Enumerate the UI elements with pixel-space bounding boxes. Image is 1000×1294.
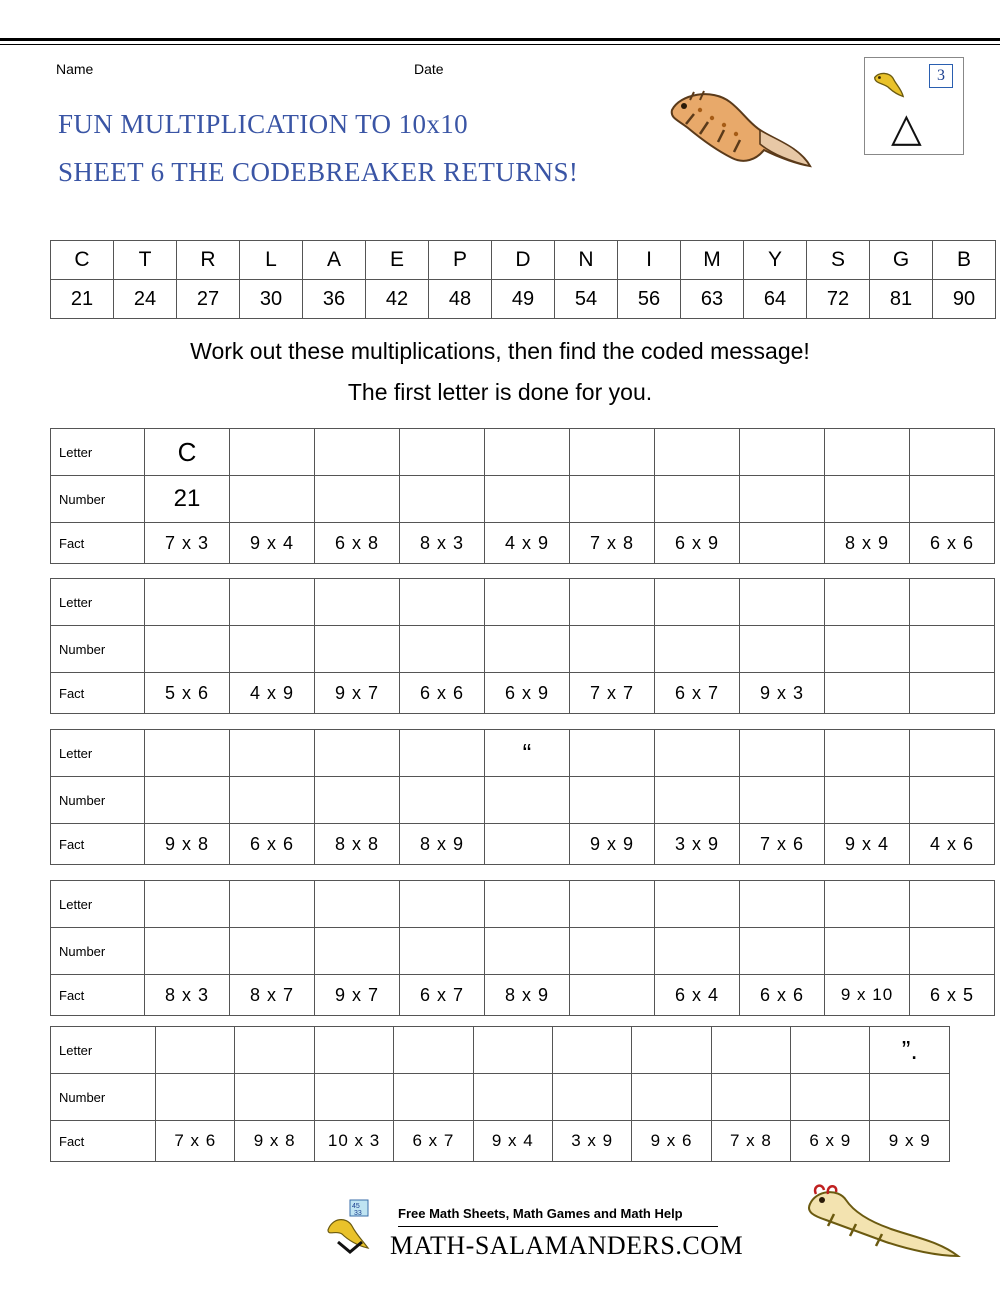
letter-input-cell[interactable] [825,429,910,476]
svg-text:45: 45 [352,1203,360,1210]
fact-cell: 9 x 4 [825,824,910,865]
fact-cell: 6 x 6 [910,523,995,564]
row-label-number: Number [51,928,145,975]
number-input-cell[interactable] [230,928,315,975]
number-input-cell[interactable]: 21 [145,476,230,523]
key-number-cell: 27 [177,280,240,319]
letter-row [51,881,995,928]
number-input-cell[interactable] [315,928,400,975]
key-letter-cell: B [933,241,996,280]
key-letter-cell: L [240,241,303,280]
date-label: Date [414,61,444,77]
number-row [51,777,995,824]
key-letter-cell: M [681,241,744,280]
fact-cell: 4 x 9 [485,523,570,564]
key-number-cell: 30 [240,280,303,319]
number-input-cell[interactable] [655,626,740,673]
number-input-cell[interactable] [230,626,315,673]
puzzle-row-3 [50,729,995,865]
row-label-fact: Fact [51,523,145,564]
fact-cell: 6 x 8 [315,523,400,564]
number-input-cell[interactable] [145,777,230,824]
fact-cell: 9 x 10 [825,975,910,1016]
key-letter-cell: I [618,241,681,280]
fact-cell: 8 x 9 [400,824,485,865]
fact-cell: 5 x 6 [145,673,230,714]
number-input-cell[interactable] [485,777,570,824]
number-input-cell[interactable] [632,1074,711,1121]
fact-cell [485,824,570,865]
number-input-cell[interactable] [655,777,740,824]
fact-cell: 9 x 6 [632,1121,711,1162]
fact-cell: 6 x 4 [655,975,740,1016]
letter-input-cell[interactable] [400,730,485,777]
key-numbers-row [51,280,996,319]
key-letter-cell: R [177,241,240,280]
letter-input-cell[interactable] [910,881,995,928]
row-label-letter: Letter [51,881,145,928]
letter-row [51,429,995,476]
number-input-cell[interactable] [825,626,910,673]
fact-cell: 4 x 9 [230,673,315,714]
number-input-cell[interactable] [825,777,910,824]
letter-input-cell[interactable] [910,730,995,777]
fact-cell: 3 x 9 [552,1121,631,1162]
number-input-cell[interactable] [825,928,910,975]
fact-cell: 6 x 5 [910,975,995,1016]
svg-text:33: 33 [354,1210,362,1217]
letter-input-cell[interactable] [552,1027,631,1074]
row-label-fact: Fact [51,975,145,1016]
fact-cell [910,673,995,714]
fact-cell: 6 x 6 [400,673,485,714]
number-input-cell[interactable] [711,1074,790,1121]
row-label-letter: Letter [51,1027,156,1074]
letter-input-cell[interactable] [315,429,400,476]
letter-input-cell[interactable] [740,730,825,777]
letter-input-cell[interactable] [570,881,655,928]
number-input-cell[interactable] [570,777,655,824]
number-input-cell[interactable] [315,476,400,523]
row-label-letter: Letter [51,730,145,777]
fact-cell: 6 x 6 [230,824,315,865]
number-input-cell[interactable] [473,1074,552,1121]
fact-cell: 7 x 3 [145,523,230,564]
number-input-cell[interactable] [485,476,570,523]
page-title-line2: SHEET 6 THE CODEBREAKER RETURNS! [58,157,579,187]
fact-cell: 9 x 8 [235,1121,314,1162]
key-number-cell: 21 [51,280,114,319]
fact-cell: 10 x 3 [314,1121,393,1162]
number-input-cell[interactable] [400,777,485,824]
number-input-cell[interactable] [740,777,825,824]
fact-cell: 9 x 9 [870,1121,950,1162]
fact-cell: 9 x 3 [740,673,825,714]
letter-input-cell[interactable] [400,429,485,476]
fact-cell: 7 x 6 [156,1121,235,1162]
footer-tagline: Free Math Sheets, Math Games and Math Help [398,1206,683,1221]
fact-cell: 9 x 9 [570,824,655,865]
key-number-cell: 81 [870,280,933,319]
puzzle-row-4 [50,880,995,1016]
number-row [51,1074,950,1121]
fact-cell [740,523,825,564]
logo-salamander-glyph [869,68,907,106]
number-input-cell[interactable] [400,928,485,975]
number-input-cell[interactable] [485,626,570,673]
key-number-cell: 42 [366,280,429,319]
row-label-number: Number [51,777,145,824]
letter-input-cell[interactable] [230,730,315,777]
letter-input-cell[interactable] [235,1027,314,1074]
number-input-cell[interactable] [825,476,910,523]
fact-cell: 8 x 8 [315,824,400,865]
number-input-cell[interactable] [145,626,230,673]
key-letter-cell: S [807,241,870,280]
fact-cell: 8 x 7 [230,975,315,1016]
fact-cell: 6 x 7 [655,673,740,714]
row-label-number: Number [51,1074,156,1121]
letter-input-cell[interactable] [230,579,315,626]
key-number-cell: 64 [744,280,807,319]
letter-input-cell[interactable] [485,579,570,626]
letter-input-cell[interactable] [740,429,825,476]
key-letters-row [51,241,996,280]
letter-input-cell[interactable] [655,730,740,777]
fact-cell: 6 x 9 [791,1121,870,1162]
code-key-table [50,240,996,319]
letter-input-cell[interactable] [791,1027,870,1074]
fact-cell: 6 x 7 [400,975,485,1016]
puzzle-row-5 [50,1026,950,1162]
number-input-cell[interactable] [740,928,825,975]
number-input-cell[interactable] [570,928,655,975]
number-input-cell[interactable] [315,777,400,824]
letter-input-cell[interactable] [570,579,655,626]
key-number-cell: 63 [681,280,744,319]
letter-input-cell[interactable] [394,1027,473,1074]
key-letter-cell: D [492,241,555,280]
letter-input-cell[interactable] [230,429,315,476]
letter-input-cell[interactable] [400,579,485,626]
letter-input-cell[interactable] [315,881,400,928]
key-number-cell: 56 [618,280,681,319]
number-input-cell[interactable] [570,476,655,523]
logo-mark-icon: △ [891,105,922,150]
number-input-cell[interactable] [740,476,825,523]
letter-input-cell[interactable] [632,1027,711,1074]
number-row [51,928,995,975]
letter-input-cell-close-quote[interactable]: ”. [870,1027,950,1074]
letter-input-cell[interactable] [825,730,910,777]
key-number-cell: 48 [429,280,492,319]
number-input-cell[interactable] [910,626,995,673]
letter-input-cell[interactable] [145,881,230,928]
instructions-line2: The first letter is done for you. [347,379,653,405]
letter-input-cell[interactable] [655,429,740,476]
fact-row [51,975,995,1016]
fact-row [51,1121,950,1162]
number-input-cell[interactable] [145,928,230,975]
key-letter-cell: C [51,241,114,280]
key-number-cell: 72 [807,280,870,319]
number-input-cell[interactable] [655,476,740,523]
letter-input-cell[interactable] [145,579,230,626]
number-input-cell[interactable] [230,476,315,523]
number-input-cell[interactable] [315,626,400,673]
number-input-cell[interactable] [552,1074,631,1121]
key-letter-cell: N [555,241,618,280]
fact-cell [825,673,910,714]
fact-row [51,824,995,865]
number-input-cell[interactable] [870,1074,950,1121]
fact-cell: 4 x 6 [910,824,995,865]
fact-cell: 7 x 7 [570,673,655,714]
instructions-line1: Work out these multiplications, then find the coded message! [190,338,810,364]
number-row [51,476,995,523]
salamander-illustration-icon [660,78,815,188]
row-label-number: Number [51,476,145,523]
letter-input-cell[interactable] [910,429,995,476]
letter-input-cell[interactable] [655,881,740,928]
key-number-cell: 24 [114,280,177,319]
fact-cell: 9 x 4 [473,1121,552,1162]
letter-input-cell[interactable] [740,881,825,928]
number-row [51,626,995,673]
fact-cell: 6 x 9 [485,673,570,714]
number-input-cell[interactable] [910,928,995,975]
key-letter-cell: Y [744,241,807,280]
key-letter-cell: A [303,241,366,280]
number-input-cell[interactable] [791,1074,870,1121]
letter-input-cell[interactable] [570,429,655,476]
key-number-cell: 49 [492,280,555,319]
number-input-cell[interactable] [394,1074,473,1121]
puzzle-row-2 [50,578,995,714]
footer-salamander-illustration-icon [790,1180,965,1270]
footer-divider [398,1226,718,1227]
row-label-letter: Letter [51,429,145,476]
row-label-fact: Fact [51,1121,156,1162]
page-title-line1: FUN MULTIPLICATION TO 10x10 [58,109,469,139]
number-input-cell[interactable] [400,626,485,673]
row-label-letter: Letter [51,579,145,626]
key-letter-cell: E [366,241,429,280]
letter-input-cell[interactable] [315,579,400,626]
letter-input-cell[interactable]: C [145,429,230,476]
key-number-cell: 54 [555,280,618,319]
fact-row [51,673,995,714]
row-label-fact: Fact [51,824,145,865]
footer-salamander-logo-icon [322,1196,382,1256]
footer-url[interactable]: MATH-SALAMANDERS.COM [390,1231,744,1260]
letter-input-cell[interactable] [825,881,910,928]
fact-cell: 9 x 4 [230,523,315,564]
letter-input-cell[interactable] [485,881,570,928]
fact-cell: 7 x 8 [711,1121,790,1162]
key-letter-cell: T [114,241,177,280]
letter-input-cell[interactable] [570,730,655,777]
row-label-fact: Fact [51,673,145,714]
letter-input-cell[interactable] [910,579,995,626]
fact-cell: 8 x 3 [400,523,485,564]
letter-input-cell[interactable] [145,730,230,777]
letter-input-cell[interactable] [655,579,740,626]
fact-cell [570,975,655,1016]
number-input-cell[interactable] [485,928,570,975]
letter-input-cell[interactable] [315,730,400,777]
key-number-cell: 90 [933,280,996,319]
fact-cell: 9 x 7 [315,673,400,714]
fact-cell: 7 x 6 [740,824,825,865]
puzzle-row-1 [50,428,995,564]
fact-cell: 9 x 7 [315,975,400,1016]
number-input-cell[interactable] [570,626,655,673]
name-label: Name [56,61,94,77]
fact-row [51,523,995,564]
number-input-cell[interactable] [655,928,740,975]
number-input-cell[interactable] [400,476,485,523]
letter-input-cell[interactable] [400,881,485,928]
fact-cell: 7 x 8 [570,523,655,564]
top-border-rule-thin [0,44,1000,45]
number-input-cell[interactable] [314,1074,393,1121]
letter-input-cell[interactable] [230,881,315,928]
fact-cell: 6 x 9 [655,523,740,564]
top-border-rule [0,38,1000,41]
fact-cell: 8 x 9 [485,975,570,1016]
fact-cell: 8 x 9 [825,523,910,564]
row-label-number: Number [51,626,145,673]
fact-cell: 6 x 6 [740,975,825,1016]
key-letter-cell: P [429,241,492,280]
key-number-cell: 36 [303,280,366,319]
letter-input-cell[interactable] [156,1027,235,1074]
letter-input-cell[interactable] [473,1027,552,1074]
number-input-cell[interactable] [156,1074,235,1121]
fact-cell: 8 x 3 [145,975,230,1016]
letter-input-cell[interactable] [711,1027,790,1074]
number-input-cell[interactable] [235,1074,314,1121]
number-input-cell[interactable] [910,476,995,523]
number-input-cell[interactable] [740,626,825,673]
salamander-logo-icon [864,57,964,155]
letter-input-cell[interactable] [314,1027,393,1074]
number-input-cell[interactable] [230,777,315,824]
fact-cell: 3 x 9 [655,824,740,865]
letter-row [51,579,995,626]
letter-input-cell[interactable] [825,579,910,626]
key-letter-cell: G [870,241,933,280]
number-input-cell[interactable] [910,777,995,824]
letter-input-cell-open-quote[interactable]: “ [485,730,570,777]
letter-row [51,730,995,777]
logo-level-number: 3 [929,64,953,88]
fact-cell: 6 x 7 [394,1121,473,1162]
fact-cell: 9 x 8 [145,824,230,865]
letter-input-cell[interactable] [485,429,570,476]
letter-row [51,1027,950,1074]
letter-input-cell[interactable] [740,579,825,626]
